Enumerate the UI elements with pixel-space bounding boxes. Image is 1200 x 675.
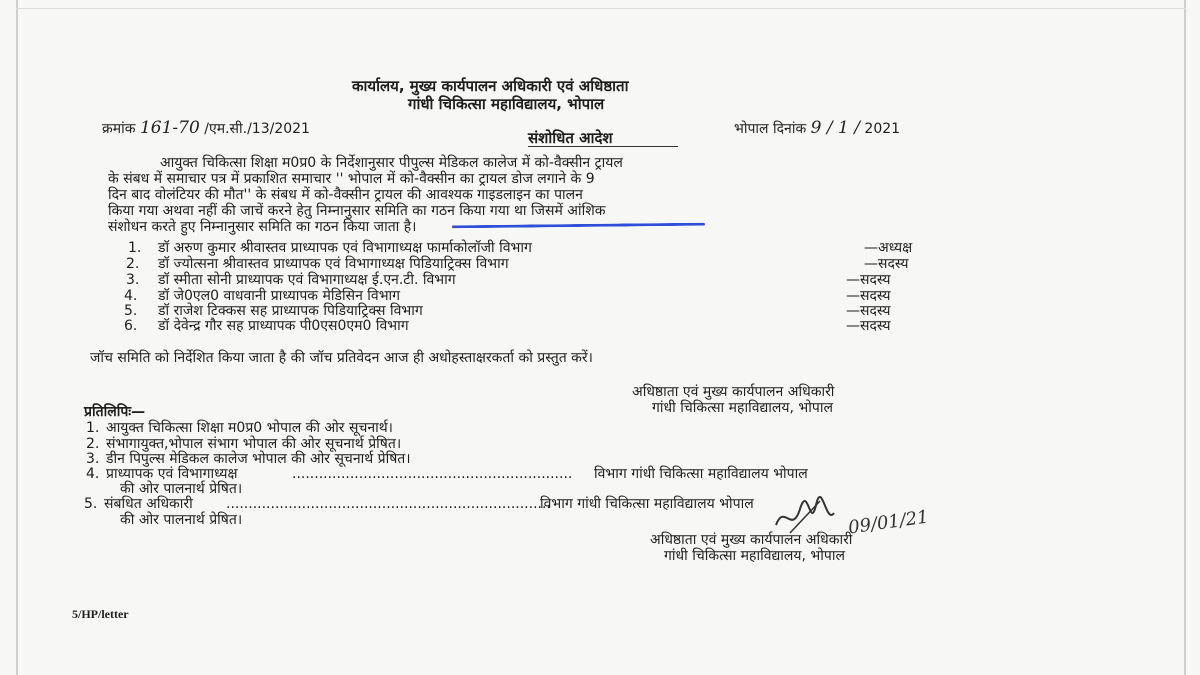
member-role: —अध्यक्ष <box>864 240 913 256</box>
reference-date <box>734 120 900 137</box>
member-name: डॉ ज्योत्सना श्रीवास्तव प्राध्यापक एवं विभागाध्यक्ष पिडियाट्रिक्स विभाग <box>158 256 509 272</box>
copy-item-5-action: की ओर पालनार्थ प्रेषित। <box>120 512 243 528</box>
signatory-2-line2: गांधी चिकित्सा महाविद्यालय, भोपाल <box>664 548 845 564</box>
date-value: 9 / 1 / <box>810 118 860 138</box>
copy-item-4-blank: ............................................................... <box>292 466 573 482</box>
order-title: संशोधित आदेश <box>528 129 613 147</box>
member-number: 5. <box>124 303 138 319</box>
footer-code: 5/HP/letter <box>72 607 129 621</box>
date-year: 2021 <box>864 121 901 137</box>
member-name: डॉ स्मीता सोनी प्राध्यापक एवं विभागाध्यक्ष ई.एन.टी. विभाग <box>158 272 456 288</box>
body-line-3: दिन बाद वोलंटियर की मौत'' के संबध में को-वैक्सीन ट्रायल की आवश्यक गाइडलाइन का पालन <box>108 187 583 203</box>
kramank-number: 161-70 <box>139 118 200 138</box>
copy-item-number: 5. <box>84 496 98 512</box>
copy-item-number: 1. <box>86 420 100 436</box>
date-label: भोपाल दिनांक <box>734 121 807 137</box>
copy-item-5-blank: ......................................................................... <box>226 496 551 512</box>
kramank-suffix: /एम.सी./13/2021 <box>204 121 310 137</box>
body-line-4: किया गया अथवा नहीं की जाचें करने हेतु निम्नानुसार समिति का गठन किया गया था जिसमें आंशिक <box>108 203 606 219</box>
copy-item-number: 3. <box>86 451 100 467</box>
member-name: डॉ राजेश टिक्कस सह प्राध्यापक पिडियाट्रिक्स विभाग <box>158 303 423 319</box>
copy-item-4-action: की ओर पालनार्थ प्रेषित। <box>120 481 243 497</box>
title-underline <box>528 146 678 147</box>
office-header-line1: कार्यालय, मुख्य कार्यपालन अधिकारी एवं अधिष्ठाता <box>352 77 629 95</box>
page-edge-left <box>16 0 18 675</box>
member-role: —सदस्य <box>846 272 891 288</box>
member-name: डॉ देवेन्द्र गौर सह प्राध्यापक पी0एस0एम0 विभाग <box>158 318 409 334</box>
member-name: डॉ जे0एल0 वाधवानी प्राध्यापक मेडिसिन विभाग <box>158 288 401 304</box>
member-number: 3. <box>126 272 140 288</box>
office-header-line2: गांधी चिकित्सा महाविद्यालय, भोपाल <box>408 95 605 113</box>
body-line-2: के संबध में समाचार पत्र में प्रकाशित समाचार '' भोपाल में को-वैक्सीन का ट्रायल डोज लगाने के 9 <box>108 171 595 187</box>
highlight-underline <box>452 223 705 229</box>
member-role: —सदस्य <box>864 256 909 272</box>
copy-item-4-dept: विभाग गांधी चिकित्सा महाविद्यालय भोपाल <box>594 466 808 482</box>
copy-item-number: 2. <box>86 436 100 452</box>
copy-item-5-dept: विभाग गांधी चिकित्सा महाविद्यालय भोपाल <box>540 496 754 512</box>
page-edge-top <box>16 8 1186 9</box>
member-number: 1. <box>128 240 142 256</box>
kramank-label: क्रमांक <box>102 121 136 137</box>
signatory-1-line2: गांधी चिकित्सा महाविद्यालय, भोपाल <box>652 400 833 416</box>
signature-date: 09/01/21 <box>846 506 930 539</box>
member-role: —सदस्य <box>846 288 891 304</box>
member-number: 4. <box>124 288 138 304</box>
copy-item-5-recipient: संबधित अधिकारी <box>104 496 193 512</box>
copy-item: डीन पिपुल्स मेडिकल कालेज भोपाल की ओर सूचनार्थ प्रेषित। <box>106 451 411 467</box>
page-edge-right <box>1184 0 1186 675</box>
member-number: 2. <box>126 256 140 272</box>
copy-item: संभागायुक्त,भोपाल संभाग भोपाल की ओर सूचनार्थ प्रेषित। <box>106 436 402 452</box>
directive-text: जॉच समिति को निर्देशित किया जाता है की जॉच प्रतिवेदन आज ही अधोहस्ताक्षरकर्ता को प्रस्तुत करें। <box>90 350 593 366</box>
member-role: —सदस्य <box>846 303 891 319</box>
member-role: —सदस्य <box>846 318 891 334</box>
copy-item: आयुक्त चिकित्सा शिक्षा म0प्र0 भोपाल की ओर सूचनार्थ। <box>106 420 393 436</box>
reference-number <box>102 120 310 137</box>
copy-label: प्रतिलिपिः— <box>84 404 146 420</box>
body-line-5: संशोधन करते हुए निम्नानुसार समिति का गठन किया जाता है। <box>108 219 417 235</box>
signatory-2-line1: अधिष्ठाता एवं मुख्य कार्यपालन अधिकारी <box>650 532 853 548</box>
signatory-1-line1: अधिष्ठाता एवं मुख्य कार्यपालन अधिकारी <box>632 384 835 400</box>
copy-item-number: 4. <box>86 466 100 482</box>
body-line-1: आयुक्त चिकित्सा शिक्षा म0प्र0 के निर्देशानुसार पीपुल्स मेडिकल कालेज में को-वैक्सीन ट्रायल <box>160 155 623 171</box>
member-name: डॉ अरुण कुमार श्रीवास्तव प्राध्यापक एवं विभागाध्यक्ष फार्माकोलॉजी विभाग <box>158 240 532 256</box>
copy-item-4-recipient: प्राध्यापक एवं विभागाध्यक्ष <box>106 466 238 482</box>
member-number: 6. <box>124 318 138 334</box>
